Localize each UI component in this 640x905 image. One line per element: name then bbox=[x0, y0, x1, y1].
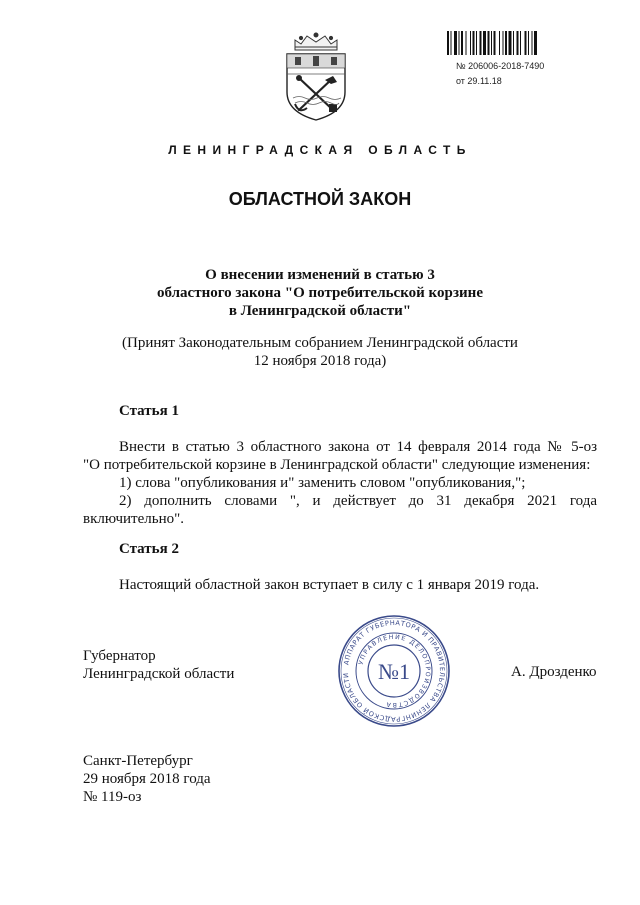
article-1-line: Внести в статью 3 областного закона от 14 февраля 2014 года № 5-оз bbox=[119, 439, 597, 455]
article-2-line: Настоящий областной закон вступает в силу с 1 января 2019 года. bbox=[119, 577, 540, 593]
seal-outer-text: АППАРАТ ГУБЕРНАТОРА И ПРАВИТЕЛЬСТВА ЛЕНИНГРАДСКОЙ ОБЛАСТИ bbox=[341, 618, 447, 724]
article-1-line: 2) дополнить словами ", и действует до 31 декабря 2021 года bbox=[119, 493, 597, 509]
region-heading: ЛЕНИНГРАДСКАЯ ОБЛАСТЬ bbox=[168, 143, 472, 157]
signatory-name: А. Дрозденко bbox=[511, 664, 597, 680]
law-title-line: областного закона "О потребительской корзине bbox=[157, 285, 483, 301]
registration-date: от 29.11.18 bbox=[456, 76, 502, 86]
official-seal-stamp bbox=[337, 614, 451, 728]
law-title-line: О внесении изменений в статью 3 bbox=[205, 267, 435, 283]
document-date: 29 ноября 2018 года bbox=[83, 771, 211, 787]
law-title bbox=[0, 266, 640, 320]
law-type-heading: ОБЛАСТНОЙ ЗАКОН bbox=[228, 189, 412, 209]
document-city: Санкт-Петербург bbox=[83, 753, 193, 769]
article-1-body bbox=[83, 438, 597, 528]
seal-inner-text: УПРАВЛЕНИЕ ДЕЛОПРОИЗВОДСТВА bbox=[357, 633, 432, 709]
document-number: № 119-оз bbox=[83, 789, 142, 805]
registration-number: № 206006-2018-7490 bbox=[456, 61, 545, 71]
coat-of-arms-icon bbox=[281, 30, 351, 122]
law-title-line: в Ленинградской области" bbox=[228, 303, 412, 319]
adoption-note bbox=[0, 334, 640, 370]
adoption-note-line: 12 ноября 2018 года) bbox=[253, 353, 387, 369]
article-1-line: 1) слова "опубликования и" заменить словом "опубликования,"; bbox=[119, 475, 526, 491]
signatory-position-line: Губернатор bbox=[83, 648, 156, 664]
signatory-position-line: Ленинградской области bbox=[83, 666, 235, 682]
signatory-position bbox=[83, 647, 234, 683]
article-2-body bbox=[83, 576, 597, 594]
article-2-heading: Статья 2 bbox=[119, 541, 179, 557]
adoption-note-line: (Принят Законодательным собранием Ленинградской области bbox=[122, 335, 518, 351]
article-1-line: "О потребительской корзине в Ленинградской области" следующие изменения: bbox=[83, 457, 591, 473]
article-1-heading: Статья 1 bbox=[119, 403, 179, 419]
barcode-icon bbox=[447, 31, 595, 55]
article-1-line: включительно". bbox=[83, 511, 185, 527]
document-place-date bbox=[83, 752, 211, 806]
seal-number: №1 bbox=[378, 659, 410, 684]
